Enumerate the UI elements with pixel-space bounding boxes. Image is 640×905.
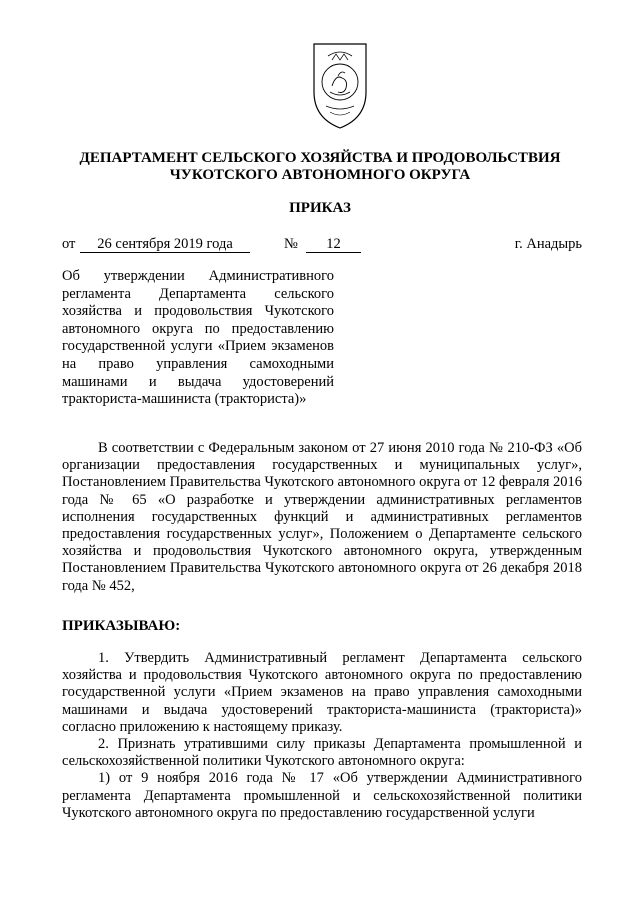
order-item-1: 1. Утвердить Административный регламент Департамента сельского хозяйства и продовольствия Чукотского автономного округа по предоставлению государственной услуги «Прием экзаменов на право управления самоходными машинами и выдача удостоверений тракториста-машиниста (тракториста)» согласно приложению к настоящему приказу. [62, 650, 582, 735]
department-line-2: ЧУКОТСКОГО АВТОНОМНОГО ОКРУГА [169, 167, 471, 183]
order-items [62, 650, 582, 822]
order-item-2: 2. Признать утратившими силу приказы Департамента промышленной и сельскохозяйственной политики Чукотского автономного округа: [62, 736, 582, 770]
document-date: 26 сентября 2019 года [80, 236, 250, 253]
command-heading: ПРИКАЗЫВАЮ: [62, 618, 181, 634]
document-type: ПРИКАЗ [289, 200, 351, 216]
document-city: г. Анадырь [514, 236, 582, 252]
number-sign: № [284, 236, 298, 252]
department-title [40, 150, 600, 184]
department-line-1: ДЕПАРТАМЕНТ СЕЛЬСКОГО ХОЗЯЙСТВА И ПРОДОВОЛЬСТВИЯ [79, 150, 561, 166]
document-subject: Об утверждении Административного регламента Департамента сельского хозяйства и продовольствия Чукотского автономного округа по предоставлению государственной услуги «Прием экзаменов на право управления самоходными машинами и выдача удостоверений тракториста-машиниста (тракториста)» [62, 268, 334, 408]
date-prefix: от [62, 236, 76, 252]
document-number: 12 [306, 236, 361, 253]
preamble-paragraph: В соответствии с Федеральным законом от 27 июня 2010 года № 210-ФЗ «Об организации предоставления государственных и муниципальных услуг», Постановлением Правительства Чукотского автономного округа от 12 февраля 2016 года № 65 «О разработке и утверждении административных регламентов исполнения государственных функций и административных регламентов предоставления государственных услуг», Положением о Департаменте сельского хозяйства и продовольствия Чукотского автономного округа, утвержденным Постановлением Правительства Чукотского автономного округа от 26 декабря 2018 года № 452, [62, 440, 582, 594]
preamble-block [62, 440, 582, 595]
coat-of-arms-icon [308, 40, 372, 132]
requisites-row [62, 236, 582, 254]
order-item-3: 1) от 9 ноября 2016 года № 17 «Об утверждении Административного регламента Департамента промышленной и сельскохозяйственной политики Чукотского автономного округа по предоставлению государственной услуги [62, 770, 582, 821]
